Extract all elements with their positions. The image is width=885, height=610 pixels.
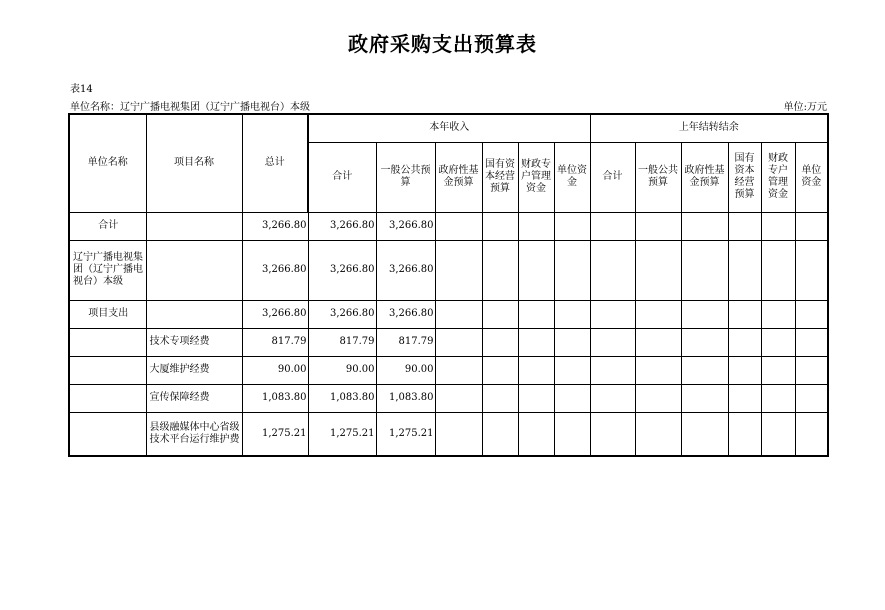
row-total: 1,275.21	[242, 412, 308, 456]
table-row	[69, 412, 828, 456]
table-row	[69, 212, 828, 240]
header-carry-unit-funds: 单位资金	[795, 142, 828, 212]
row-unit: 项目支出	[69, 300, 146, 328]
header-unit-name: 单位名称	[69, 114, 146, 212]
row-project	[146, 240, 242, 300]
header-carry-special-account: 财政专户管理资金	[761, 142, 795, 212]
header-carryover: 上年结转结余	[590, 114, 828, 142]
header-current-state-capital: 国有资本经营预算	[482, 142, 518, 212]
row-project: 县级融媒体中心省级技术平台运行维护费	[146, 412, 242, 456]
row-unit: 辽宁广播电视集团（辽宁广播电视台）本级	[69, 240, 146, 300]
page-title: 政府采购支出预算表	[348, 32, 537, 56]
unit-name-label: 单位名称：辽宁广播电视集团（辽宁广播电视台）本级	[70, 102, 310, 113]
unit-label: 单位:万元	[783, 102, 827, 113]
row-total: 90.00	[242, 356, 308, 384]
table-row	[69, 240, 828, 300]
row-total: 3,266.80	[242, 300, 308, 328]
table-row	[69, 300, 828, 328]
row-current-general: 1,083.80	[376, 384, 435, 412]
row-current-sum: 817.79	[308, 328, 376, 356]
row-current-sum: 3,266.80	[308, 300, 376, 328]
row-project	[146, 212, 242, 240]
header-carry-state-capital: 国有资本经营预算	[728, 142, 761, 212]
row-current-general: 3,266.80	[376, 212, 435, 240]
table-row	[69, 384, 828, 412]
row-total: 817.79	[242, 328, 308, 356]
header-carry-general-budget: 一般公共预算	[635, 142, 681, 212]
row-unit: 合计	[69, 212, 146, 240]
row-current-general: 3,266.80	[376, 300, 435, 328]
row-current-sum: 1,275.21	[308, 412, 376, 456]
budget-table	[68, 113, 829, 457]
header-current-unit-funds: 单位资金	[554, 142, 590, 212]
row-project: 大厦维护经费	[146, 356, 242, 384]
row-project	[146, 300, 242, 328]
header-project-name: 项目名称	[146, 114, 242, 212]
row-unit	[69, 412, 146, 456]
row-project: 技术专项经费	[146, 328, 242, 356]
header-current-general-budget: 一般公共预算	[376, 142, 435, 212]
header-total: 总计	[242, 114, 308, 212]
header-current-fund-budget: 政府性基金预算	[435, 142, 482, 212]
row-unit	[69, 356, 146, 384]
row-current-general: 90.00	[376, 356, 435, 384]
header-carry-fund-budget: 政府性基金预算	[681, 142, 728, 212]
row-current-sum: 3,266.80	[308, 212, 376, 240]
row-current-general: 1,275.21	[376, 412, 435, 456]
row-current-general: 3,266.80	[376, 240, 435, 300]
header-current-special-account: 财政专户管理资金	[518, 142, 554, 212]
table-row	[69, 356, 828, 384]
table-number: 表14	[70, 84, 93, 95]
header-current-year-income: 本年收入	[308, 114, 590, 142]
table-row	[69, 328, 828, 356]
row-current-general: 817.79	[376, 328, 435, 356]
row-total: 3,266.80	[242, 212, 308, 240]
row-total: 1,083.80	[242, 384, 308, 412]
row-unit	[69, 384, 146, 412]
header-current-sum: 合计	[308, 142, 376, 212]
row-total: 3,266.80	[242, 240, 308, 300]
row-current-sum: 1,083.80	[308, 384, 376, 412]
row-current-sum: 90.00	[308, 356, 376, 384]
row-project: 宣传保障经费	[146, 384, 242, 412]
row-current-sum: 3,266.80	[308, 240, 376, 300]
header-carry-sum: 合计	[590, 142, 635, 212]
row-unit	[69, 328, 146, 356]
